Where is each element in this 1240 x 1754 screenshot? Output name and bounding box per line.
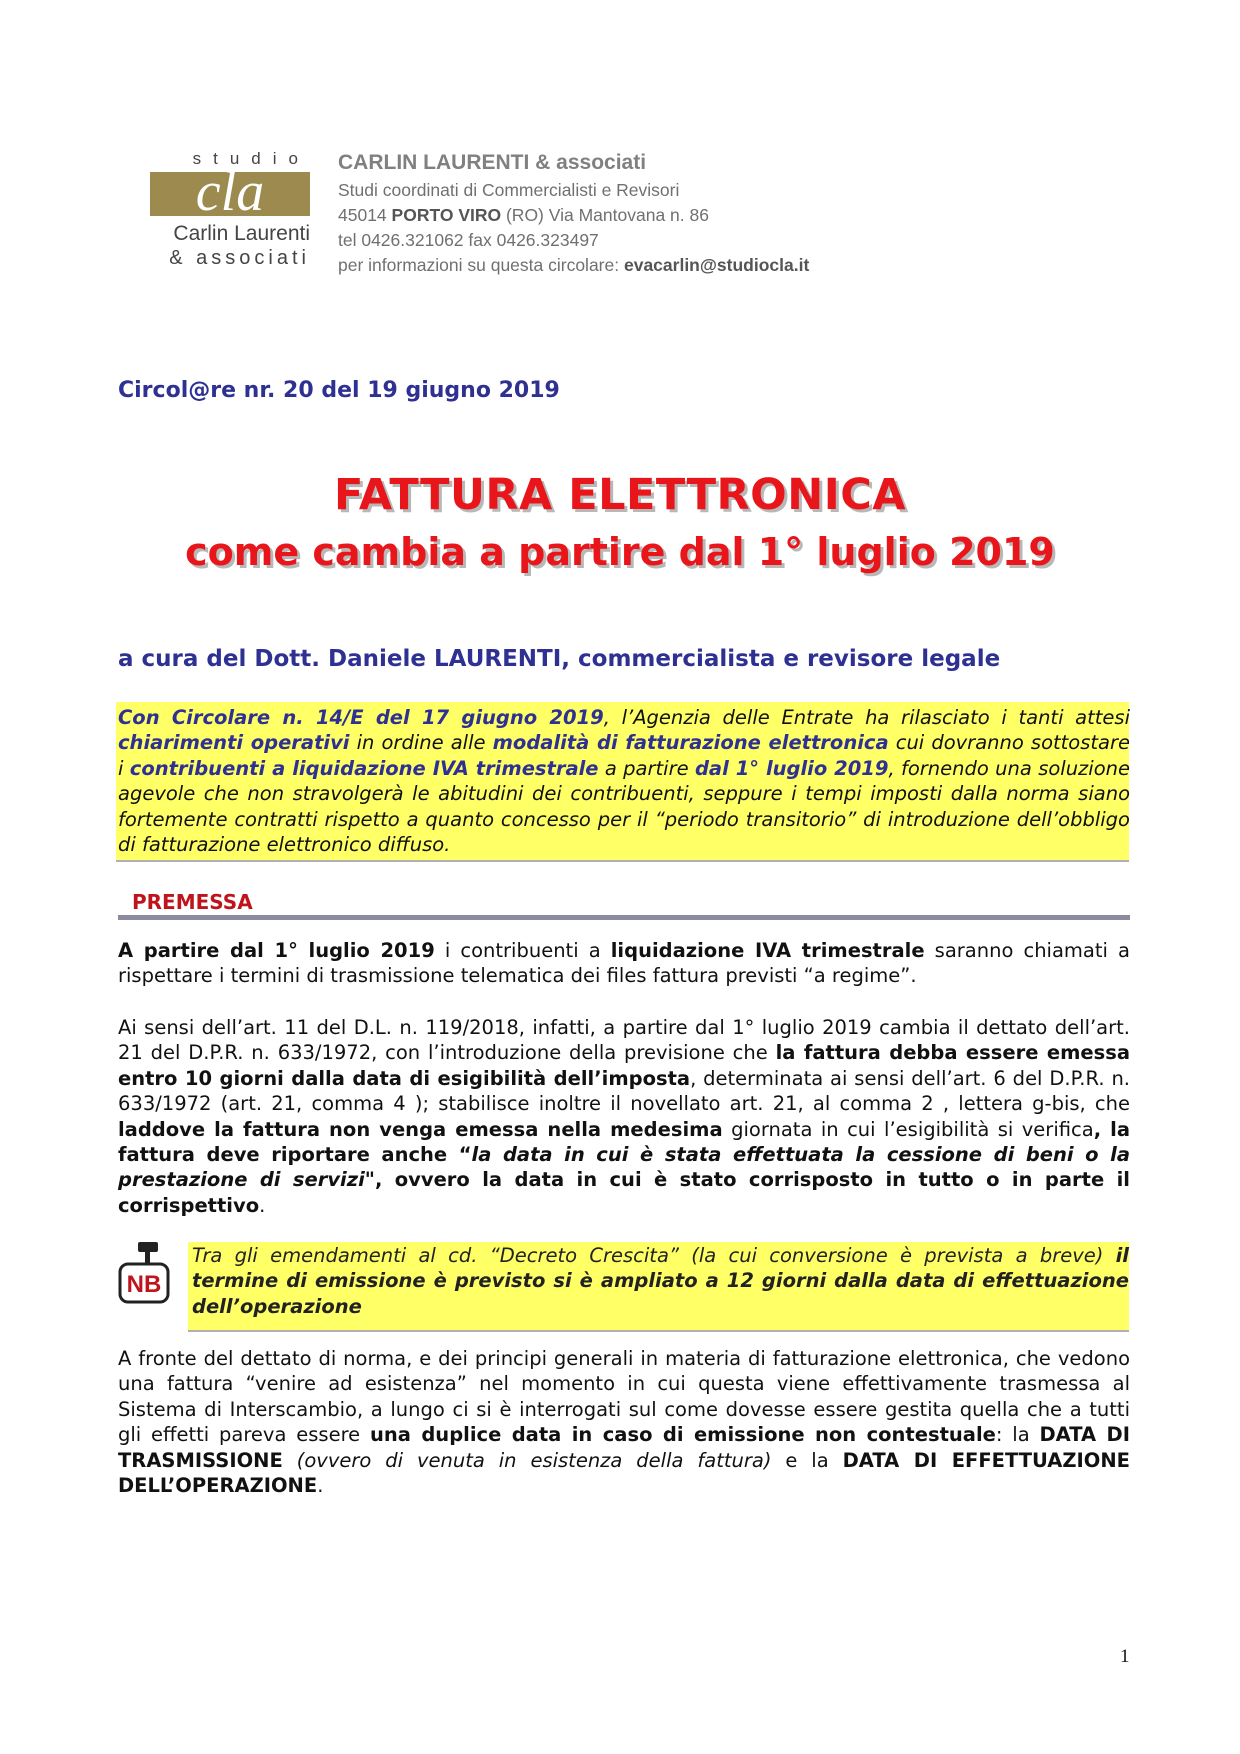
p3-text: e la — [771, 1448, 843, 1472]
p3-text: DATA DI EFFETTUAZIONE DELL’OPERAZIONE — [118, 1448, 1130, 1498]
intro-text: Con Circolare n. 14/E del 17 giugno 2019 — [118, 706, 604, 729]
nb-note-icon — [116, 1240, 172, 1306]
intro-text: , fornendo una soluzione agevole che non stravolgerà le abitudini dei contribuenti, seppure i tempi imposti dalla norma siano fortemente contratti rispetto a quanto concesso per il “periodo transitorio” di introduzione dell’obbligo di fatturazione elettronico diffuso. — [118, 756, 1130, 857]
p3-text: una duplice data in caso di emissione non contestuale — [370, 1423, 996, 1447]
circular-number: Circol@re nr. 20 del 19 giugno 2019 — [118, 378, 560, 403]
intro-text: , l’Agenzia delle Entrate ha rilasciato i tanti attesi — [603, 706, 1130, 729]
studio-cla-logo — [150, 150, 310, 280]
contact-prefix: per informazioni su questa circolare: — [338, 255, 620, 275]
company-phone-fax: tel 0426.321062 fax 0426.323497 — [338, 230, 599, 250]
logo-monogram-text: cla — [195, 168, 265, 218]
logo-assoc-text: & associati — [169, 247, 310, 269]
document-subtitle: come cambia a partire dal 1° luglio 2019 — [185, 530, 1055, 574]
p1-text: i contribuenti a — [434, 939, 611, 962]
p3-text: DATA DI TRASMISSIONE — [118, 1423, 1130, 1472]
nb-icon-label: NB — [126, 1271, 162, 1298]
section-heading-premessa: PREMESSA — [132, 890, 253, 914]
company-contact — [338, 253, 898, 278]
paragraph-1 — [118, 938, 1130, 989]
nb-text-part: Tra gli emendamenti al cd. “Decreto Crescita” (la cui conversione è prevista a breve) — [192, 1244, 1116, 1267]
address-city: PORTO VIRO — [391, 205, 502, 225]
p2-text: la data in cui è stata effettuata la cessione di beni o la prestazione di servizi — [118, 1143, 1130, 1192]
paragraph-3 — [118, 1346, 1130, 1498]
logo-studio-text: studio — [192, 149, 310, 168]
company-address — [338, 203, 898, 228]
p2-text: laddove la fattura non venga emessa nella medesima — [118, 1117, 723, 1141]
p1-text: saranno chiamati a rispettare i termini di trasmissione telematica dei files fattura previsti “a regime”. — [118, 939, 1130, 988]
p2-text: ", ovvero la data in cui è stato corrisposto in tutto o in parte il corrispettivo — [118, 1168, 1130, 1217]
address-rest: (RO) Via Mantovana n. 86 — [505, 205, 709, 225]
intro-text: chiarimenti operativi — [118, 731, 350, 755]
logo-name-text: Carlin Laurenti — [173, 222, 310, 245]
document-title: FATTURA ELETTRONICA — [333, 470, 907, 520]
intro-text: contribuenti a liquidazione IVA trimestrale — [129, 756, 599, 780]
p3-text: (ovvero di venuta in esistenza della fattura) — [282, 1448, 772, 1472]
p2-text: giornata in cui l’esigibilità si verifica — [722, 1117, 1094, 1141]
intro-text: in ordine alle — [349, 731, 493, 755]
page-number: 1 — [1120, 1646, 1130, 1667]
logo-monogram — [150, 168, 310, 218]
p3-text: A fronte del dettato di norma, e dei principi generali in materia di fatturazione elettronica, che vedono una fattura “venire ad esistenza” nel momento in cui questa viene effettivamente trasmessa al Sistema di Interscambio, a lungo ci si è interrogati sul come dovesse essere gestita quella che a tutti gli effetti pareva essere — [118, 1347, 1130, 1447]
contact-email-link[interactable]: evacarlin@studiocla.it — [623, 255, 810, 275]
intro-text: dal 1° luglio 2019 — [694, 756, 889, 780]
p3-text: . — [317, 1474, 324, 1498]
section-divider — [118, 915, 1130, 920]
p2-text: , la fattura deve riportare anche “ — [118, 1117, 1131, 1167]
company-description: Studi coordinati di Commercialisti e Revisori — [338, 180, 680, 200]
nb-text-part: il termine di emissione è previsto si è ampliato a 12 giorni dalla data di effettuazione dell’operazione — [192, 1244, 1129, 1318]
intro-text: modalità di fatturazione elettronica — [492, 731, 889, 755]
paragraph-2 — [118, 1015, 1130, 1218]
p2-text: la fattura debba essere emessa entro 10 giorni dalla data di esigibilità dell’imposta — [118, 1041, 1130, 1090]
author-line: a cura del Dott. Daniele LAURENTI, commercialista e revisore legale — [118, 646, 1001, 672]
p1-text: A partire dal 1° luglio 2019 — [118, 939, 435, 962]
p2-text: , determinata ai sensi dell’art. 6 del D.P.R. n. 633/1972 (art. 21, comma 4 ); stabilisce inoltre il novellato art. 21, al comma 2 , lettera g-bis, che — [118, 1066, 1130, 1116]
nb-note-text — [192, 1243, 1129, 1319]
intro-paragraph — [118, 705, 1130, 857]
company-name: CARLIN LAURENTI & associati — [338, 151, 647, 174]
p2-text: . — [259, 1193, 266, 1217]
company-info — [338, 148, 898, 278]
address-zip: 45014 — [338, 205, 387, 225]
p1-text: liquidazione IVA trimestrale — [610, 939, 925, 962]
p2-text: Ai sensi dell’art. 11 del D.L. n. 119/2018, infatti, a partire dal 1° luglio 2019 cambia il dettato dell’art. 21 del D.P.R. n. 633/1972, con l’introduzione della previsione che — [118, 1016, 1130, 1065]
intro-text: a partire — [598, 756, 695, 780]
p3-text: : la — [995, 1423, 1040, 1447]
intro-text: cui dovranno sottostare i — [118, 731, 1130, 780]
